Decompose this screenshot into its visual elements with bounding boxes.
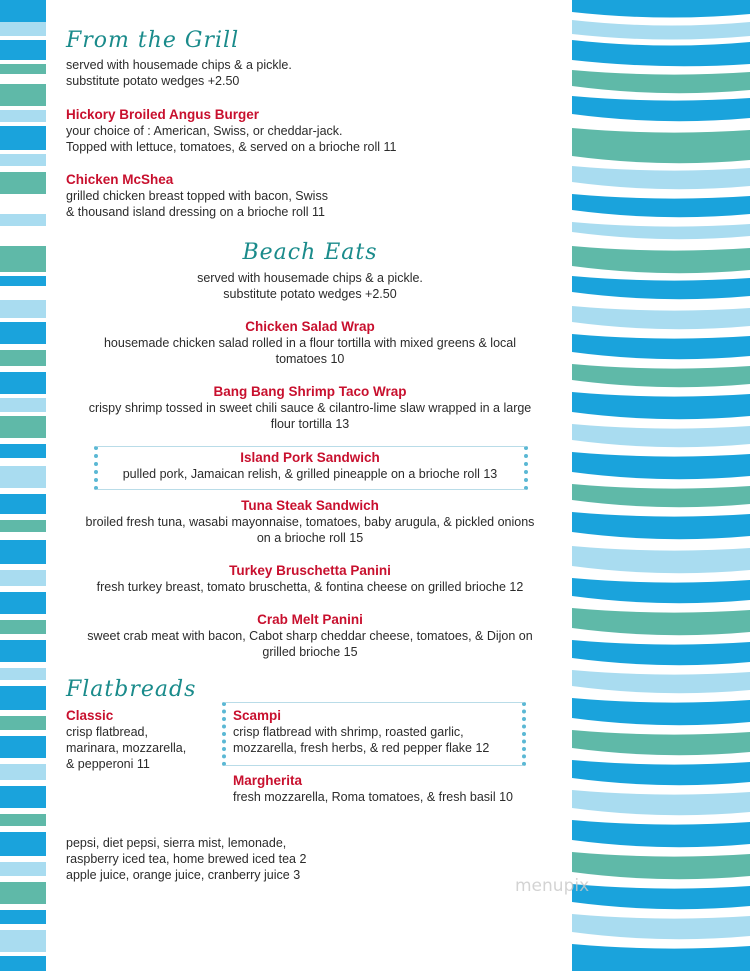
menu-item-title: Tuna Steak Sandwich <box>241 498 379 513</box>
beach-note-2: substitute potato wedges +2.50 <box>223 287 397 301</box>
menu-item-desc: grilled chicken breast topped with bacon, Swiss <box>66 189 328 203</box>
menu-item-desc: on a brioche roll 15 <box>256 531 364 545</box>
menu-item-title: Scampi <box>233 708 282 723</box>
drinks-line: apple juice, orange juice, cranberry juice 3 <box>66 868 301 882</box>
grill-heading: From the Grill <box>66 28 240 53</box>
left-wave-border <box>0 0 46 971</box>
menu-item-desc: grilled brioche 15 <box>262 645 358 659</box>
menu-item-desc: crisp flatbread, <box>66 725 148 739</box>
menu-item-desc: sweet crab meat with bacon, Cabot sharp cheddar cheese, tomatoes, & Dijon on <box>87 629 533 643</box>
menu-item-title: Turkey Bruschetta Panini <box>229 563 391 578</box>
menu-item-desc: housemade chicken salad rolled in a flour tortilla with mixed greens & local <box>103 336 517 350</box>
menu-item-desc: & thousand island dressing on a brioche roll 11 <box>66 205 325 219</box>
menu-item-desc: tomatoes 10 <box>275 352 345 366</box>
flatbreads-heading: Flatbreads <box>66 677 197 702</box>
menu-item-desc: marinara, mozzarella, <box>66 741 187 755</box>
menu-item-title: Chicken Salad Wrap <box>245 319 375 334</box>
grill-note-2: substitute potato wedges +2.50 <box>66 74 240 88</box>
menu-item-title: Chicken McShea <box>66 172 174 187</box>
menu-item-desc: crispy shrimp tossed in sweet chili sauce & cilantro-lime slaw wrapped in a large <box>88 401 532 415</box>
menu-item-desc: Topped with lettuce, tomatoes, & served on a brioche roll 11 <box>66 140 397 154</box>
grill-note-1: served with housemade chips & a pickle. <box>66 58 292 72</box>
menu-item-desc: crisp flatbread with shrimp, roasted garlic, <box>233 725 464 739</box>
watermark-logo: menupix <box>515 876 590 896</box>
menu-item-desc: fresh turkey breast, tomato bruschetta, & fontina cheese on grilled brioche 12 <box>96 580 524 594</box>
menu-item-title: Classic <box>66 708 114 723</box>
menu-item-title: Bang Bang Shrimp Taco Wrap <box>213 384 407 399</box>
menu-item-desc: mozzarella, fresh herbs, & red pepper flake 12 <box>233 741 490 755</box>
menu-item-desc: your choice of : American, Swiss, or cheddar-jack. <box>66 124 343 138</box>
menu-item-title: Island Pork Sandwich <box>240 450 380 465</box>
menu-item-title: Hickory Broiled Angus Burger <box>66 107 260 122</box>
menu-item-title: Margherita <box>233 773 303 788</box>
menu-item-desc: flour tortilla 13 <box>270 417 350 431</box>
beach-heading: Beach Eats <box>242 240 378 265</box>
drinks-line: raspberry iced tea, home brewed iced tea 2 <box>66 852 307 866</box>
menu-item-desc: pulled pork, Jamaican relish, & grilled pineapple on a brioche roll 13 <box>122 467 498 481</box>
menu-item-desc: broiled fresh tuna, wasabi mayonnaise, tomatoes, baby arugula, & pickled onions <box>85 515 535 529</box>
menu-item-title: Crab Melt Panini <box>257 612 363 627</box>
menu-item-desc: fresh mozzarella, Roma tomatoes, & fresh basil 10 <box>233 790 513 804</box>
right-wave-border <box>572 0 750 971</box>
menu-item-desc: & pepperoni 11 <box>66 757 150 771</box>
beach-note-1: served with housemade chips & a pickle. <box>197 271 423 285</box>
drinks-line: pepsi, diet pepsi, sierra mist, lemonade, <box>66 836 287 850</box>
